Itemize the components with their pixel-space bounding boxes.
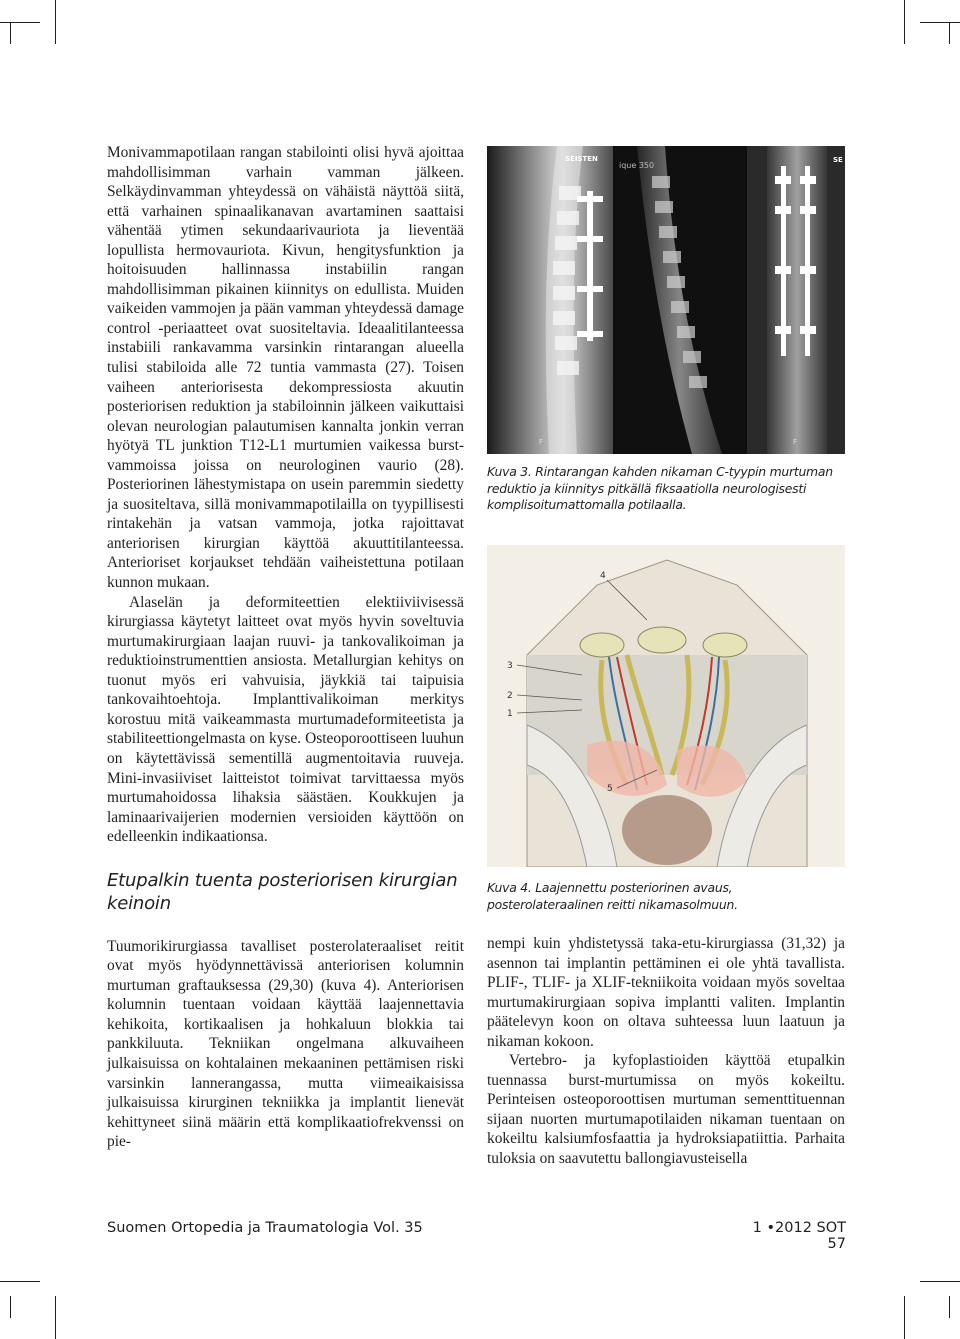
crop-mark — [0, 22, 40, 23]
figure-caption: Kuva 3. Rintarangan kahden nikaman C-tyypin murtuman reduktio ja kiinnitys pitkällä fiksaatiolla neurologisesti komplisoitumattomalla potilaalla. — [487, 464, 833, 512]
left-column — [107, 143, 464, 1152]
crop-mark — [904, 1296, 905, 1339]
panel-label: ique 350 — [619, 161, 655, 170]
crop-mark — [920, 1281, 960, 1282]
figure-caption: Kuva 4. Laajennettu posteriorinen avaus, posterolateraalinen reitti nikamasolmuun. — [487, 880, 738, 912]
crop-mark — [10, 1296, 11, 1318]
anatomy-label: 1 — [507, 709, 513, 719]
section-heading: Etupalkin tuenta posteriorisen kirurgian keinoin — [107, 869, 458, 914]
body-paragraph: Alaselän ja deformiteettien elektiiviivisessä kirurgiassa käytetyt laitteet ovat myös hyvin soveltuvia murtumakirurgiaan laajan ruuvi- ja tankovalikoiman ja reduktioinstrumenttien ansiosta. Metallurgian kehitys on tuonut myös eri vahvuisia, jäykkiä tai taipuisia tankovaihtoehtoja. Implanttivalikoiman merkitys korostuu mitä vaikeammasta murtumadeformiteetista ja stabiliteettiongelmasta on kyse. Osteoporoottiseen luuhun on käytettävissä sementillä augmentoitavia ruuveja. Mini-invasiiviset laitteistot toimivat tarvittaessa myös murtumahoidossa lihaksia säästäen. Koukkujen ja laminaarivaijerien modernien versioiden käyttöön on edelleenkin indikaationsa. — [107, 593, 464, 846]
crop-mark — [949, 1296, 950, 1318]
crop-mark — [0, 1281, 40, 1282]
anatomy-label: 2 — [507, 691, 513, 701]
crop-mark — [55, 1296, 56, 1339]
anatomy-label: 4 — [600, 571, 606, 581]
panel-label: SEISTEN — [565, 155, 598, 163]
crop-mark — [904, 0, 905, 44]
crop-mark — [920, 22, 960, 23]
body-paragraph: Tuumorikirurgiassa tavalliset posterolateraaliset reitit ovat myös hyödynnettävissä anteriorisen kolumnin murtuman graftauksessa (29,30) (kuva 4). Anteriorisen kolumnin tuentaan voidaan käyttää laajennettavia kehikoita, kortikaalisen ja hohkaluun blokkia tai pankkiluuta. Tekniikan ongelmana alkuvaiheen julkaisuissa on kohtalainen mekaaninen pettämisen riski varsinkin lannerangassa, mutta viimeaikaisissa julkaisuissa kirurginen tekniikka ja implantit lienevät kehittyneet siinä määrin että komplikaatiofrekvenssi on pie- — [107, 937, 464, 1151]
figure-xray-images — [487, 146, 845, 454]
anatomy-label: 3 — [507, 661, 513, 671]
footer-journal: Suomen Ortopedia ja Traumatologia Vol. 35 — [107, 1220, 423, 1236]
footer-page-info: 1 •2012 SOT 57 — [752, 1220, 846, 1252]
panel-label: SE — [833, 156, 843, 164]
body-paragraph: Vertebro- ja kyfoplastioiden käyttöä etupalkin tuennassa burst-murtumissa on myös kokeiltu. Perinteisen osteoporoottisen murtuman sementtituennan sijaan nuorten murtumapotilaiden nikaman tuentaan on kokeiltu kalsiumfosfaattia ja hydroksiapatiittia. Parhaita tuloksia on saavutettu ballongiavusteisella — [487, 1052, 845, 1168]
crop-mark — [55, 0, 56, 44]
crop-mark — [949, 22, 950, 44]
panel-marker: F — [793, 438, 798, 446]
crop-mark — [10, 22, 11, 44]
figure-surgical-illustration — [487, 545, 845, 867]
body-paragraph: nempi kuin yhdistetyssä taka-etu-kirurgiassa (31,32) ja asennon tai implantin pettäminen ei ole yhtä tavallista. PLIF-, TLIF- ja XLIF-tekniikoita voidaan myös soveltaa murtumakirurgiaan sopiva implantti valiten. Implantin päätelevyn koon on oltava suhteessa luun laatuun ja nikaman kokoon. — [487, 935, 845, 1050]
anatomy-label: 5 — [607, 784, 613, 794]
anatomy-illustration — [487, 545, 845, 867]
body-paragraph: Monivammapotilaan rangan stabilointi olisi hyvä ajoittaa mahdollisimman varhain vamman jälkeen. Selkäydinvamman yhteydessä on vähäistä näyttöä siitä, että varhainen spinaalikanavan avartaminen saattaisi vähentää ytimen sekundaarivauriota ja lieventää lopullista hermovauriota. Kivun, hengitysfunktion ja hoitoisuuden hallinnassa instabiilin rangan mahdollisimman pikainen kiinnitys on edullista. Muiden vaikeiden vammojen ja pään vamman yhteydessä damage control -periaatteet ovat suositeltavia. Ideaalitilanteessa instabiili rankavamma varsinkin rintarangan alueella tulisi stabiloida alle 72 tuntia vammasta (27). Toisen vaiheen anteriorisesta dekompressiosta akuutin posteriorisen reduktion ja stabiloinnin jälkeen vaikuttaisi olevan neurologian palautumisen kannalta jonkin verran hyötyä TL junktion T12-L1 murtumien vaikessa burst-vammoissa joissa on neurologinen vaurio (28). Posteriorinen lähestymistapa on usein paremmin siedetty ja suositeltava, sillä monivammapotilailla on tyypillisesti rintakehän ja vatsan vammoja, jotka rajoittavat anteriorisen kirurgian käyttöä akuuttitilanteessa. Anterioriset korjaukset tehdään vaiheistettuna potilaan kunnon mukaan. — [107, 144, 464, 592]
xray-illustration — [487, 146, 845, 454]
panel-marker: F — [539, 438, 544, 446]
right-column — [487, 934, 845, 1169]
